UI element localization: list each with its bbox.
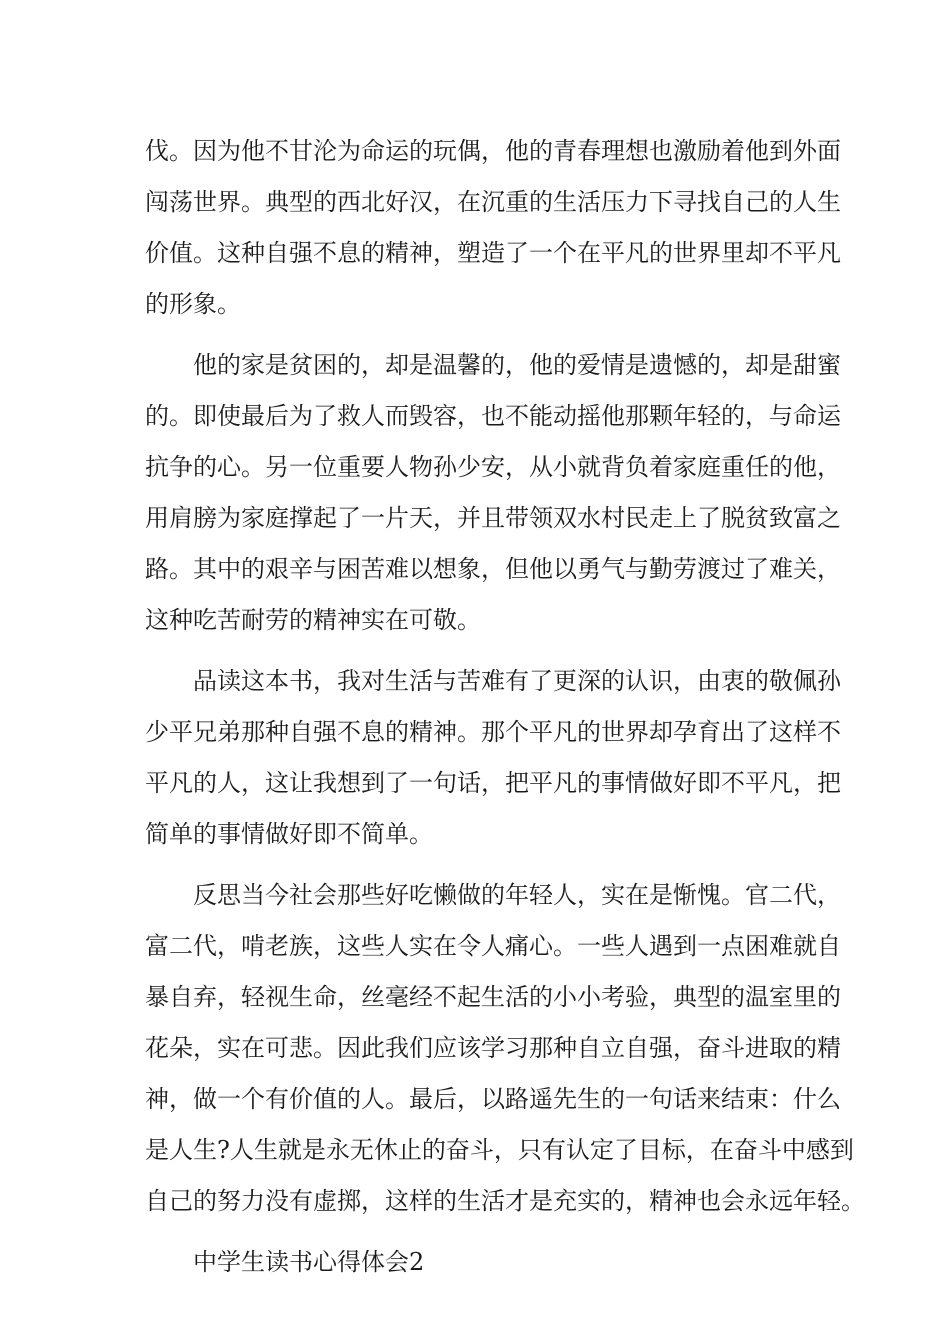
text-line: 品读这本书，我对生活与苦难有了更深的认识，由衷的敬佩孙 <box>193 667 841 695</box>
text-line: 他的家是贫困的，却是温馨的，他的爱情是遗憾的，却是甜蜜 <box>193 351 841 379</box>
text-line: 花朵，实在可悲。因此我们应该学习那种自立自强，奋斗进取的精 <box>145 1034 841 1062</box>
text-line: 的。即使最后为了救人而毁容，也不能动摇他那颗年轻的，与命运 <box>145 402 841 430</box>
section-heading: 中学生读书心得体会2 <box>193 1248 425 1276</box>
text-line: 富二代，啃老族，这些人实在令人痛心。一些人遇到一点困难就自 <box>145 932 841 960</box>
text-line: 闯荡世界。典型的西北好汉，在沉重的生活压力下寻找自己的人生 <box>145 188 841 216</box>
text-line: 伐。因为他不甘沦为命运的玩偶，他的青春理想也激励着他到外面 <box>145 137 841 165</box>
text-line: 神，做一个有价值的人。最后，以路遥先生的一句话来结束：什么 <box>145 1085 841 1113</box>
text-line: 路。其中的艰辛与困苦难以想象，但他以勇气与勤劳渡过了难关， <box>145 555 841 583</box>
text-line: 是人生?人生就是永无休止的奋斗，只有认定了目标，在奋斗中感到 <box>145 1136 854 1164</box>
text-line: 抗争的心。另一位重要人物孙少安，从小就背负着家庭重任的他， <box>145 453 841 481</box>
text-line: 价值。这种自强不息的精神，塑造了一个在平凡的世界里却不平凡 <box>145 239 841 267</box>
paragraph-3 <box>145 656 841 860</box>
paragraph-4 <box>145 870 865 1227</box>
text-line: 简单的事情做好即不简单。 <box>145 820 433 848</box>
text-line: 这种吃苦耐劳的精神实在可敬。 <box>145 606 481 634</box>
document-body <box>145 126 865 1288</box>
text-line: 暴自弃，轻视生命，丝毫经不起生活的小小考验，典型的温室里的 <box>145 983 841 1011</box>
text-line: 平凡的人，这让我想到了一句话，把平凡的事情做好即不平凡，把 <box>145 769 841 797</box>
text-line: 自己的努力没有虚掷，这样的生活才是充实的，精神也会永远年轻。 <box>145 1187 865 1215</box>
text-line: 反思当今社会那些好吃懒做的年轻人，实在是惭愧。官二代， <box>193 881 841 909</box>
paragraph-2 <box>145 340 841 646</box>
text-line: 用肩膀为家庭撑起了一片天，并且带领双水村民走上了脱贫致富之 <box>145 504 841 532</box>
paragraph-1 <box>145 126 841 330</box>
text-line: 少平兄弟那种自强不息的精神。那个平凡的世界却孕育出了这样不 <box>145 718 841 746</box>
text-line: 的形象。 <box>145 290 241 318</box>
